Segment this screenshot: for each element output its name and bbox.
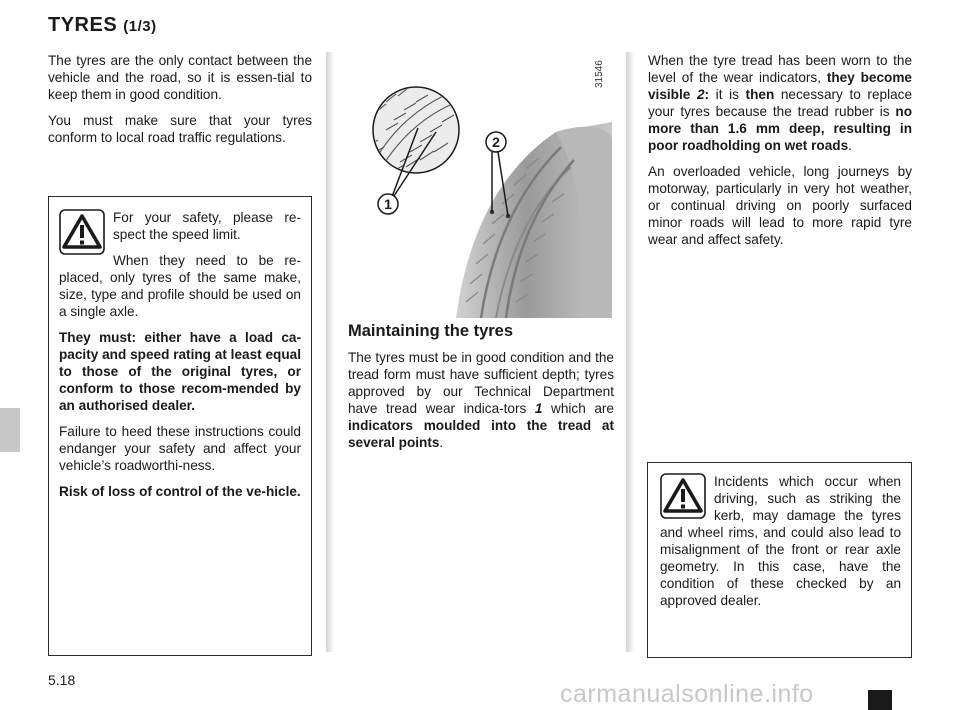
page-title-text: TYRES — [48, 14, 118, 36]
warning1-paragraph-3: They must: either have a load ca-pacity and speed rating at least equal to those of the original tyres, or conform to those recom-mended by an authorised dealer. — [59, 330, 301, 413]
warning2-paragraph: Incidents which occur when driving, such as striking the kerb, may damage the tyres and wheel rims, and could also lead to misalignment of the front or rear axle geometry. In this case, have the condition of these checked by an approved dealer. — [660, 474, 901, 608]
intro-text — [48, 52, 312, 146]
wear-paragraph-1: When the tyre tread has been worn to the level of the wear indicators, they become visible 2: it is then necessary to replace your tyres because the tread rubber is no more than 1.6 mm deep, resulting in poor roadholding on wet roads. — [648, 53, 913, 153]
section-side-tab — [0, 408, 20, 452]
warning1-paragraph-5: Risk of loss of control of the ve-hicle. — [59, 484, 301, 499]
column-divider-right — [626, 52, 634, 652]
section-heading-maintaining: Maintaining the tyres — [348, 322, 514, 340]
column-divider-left — [326, 52, 334, 652]
warning-triangle-icon — [59, 209, 105, 255]
intro-paragraph-1: The tyres are the only contact between the vehicle and the road, so it is essen-tial to keep them in good condition. — [48, 53, 312, 102]
safety-warning-box — [48, 196, 312, 656]
wear-paragraph-2: An overloaded vehicle, long journeys by motorway, particularly in very hot weather, or continual driving on poorly surfaced minor roads will lead to more rapid tyre wear and affect safety. — [648, 164, 912, 247]
warning1-paragraph-1: For your safety, please re-spect the speed limit. — [113, 210, 301, 242]
incidents-warning-box — [647, 462, 912, 658]
intro-paragraph-2: You must make sure that your tyres conform to local road traffic regulations. — [48, 113, 312, 145]
warning-triangle-icon — [660, 473, 706, 519]
figure-code: 31546 — [594, 60, 605, 88]
warning1-paragraph-2: When they need to be re-placed, only tyres of the same make, size, type and profile should be used on a single axle. — [59, 253, 301, 319]
callout-2-label: 2 — [492, 134, 500, 150]
maintaining-paragraph: The tyres must be in good condition and the tread form must have sufficient depth; tyres approved by our Technical Department have tread wear indica-tors 1 which are indicators moulded into the tread at several points. — [348, 350, 614, 450]
tyre-wear-text — [648, 52, 912, 248]
page-number: 5.18 — [48, 672, 76, 688]
page-title — [48, 14, 157, 37]
callout-1-label: 1 — [384, 196, 392, 212]
tyre-illustration — [346, 52, 612, 318]
corner-marker — [868, 690, 892, 710]
page-title-part: (1/3) — [123, 18, 157, 35]
watermark-text: carmanualsonline.info — [560, 680, 814, 708]
tyre-tread-figure — [346, 52, 612, 318]
maintaining-text — [348, 349, 614, 451]
warning1-paragraph-4: Failure to heed these instructions could endanger your safety and affect your vehicle’s roadworthi-ness. — [59, 424, 301, 473]
